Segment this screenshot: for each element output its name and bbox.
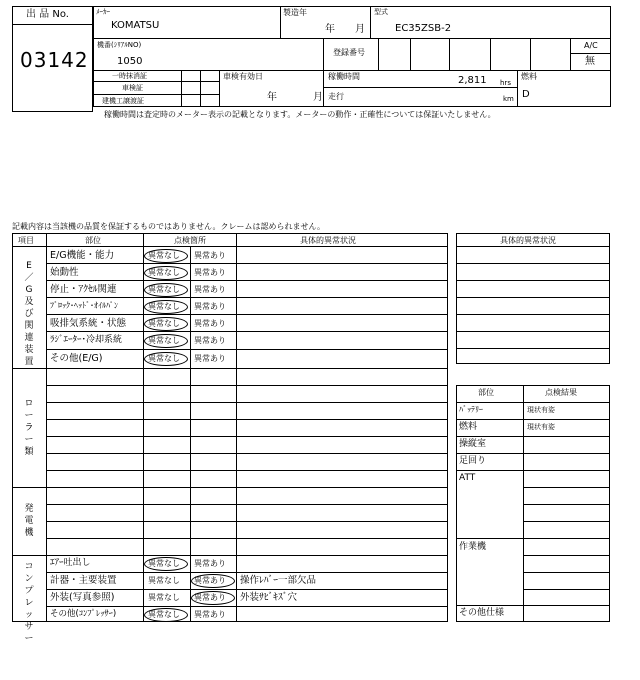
compressor-normal-3: 異常なし bbox=[148, 593, 180, 602]
col-item-header: 項目 bbox=[18, 236, 34, 245]
result-col-part: 部位 bbox=[478, 388, 494, 397]
result-part-work-equipment: 作業機 bbox=[459, 542, 487, 552]
engine-check-mark-3 bbox=[144, 283, 188, 297]
compressor-part-3: 外装(写真参照) bbox=[50, 592, 115, 603]
engine-normal-4: 異常なし bbox=[148, 302, 180, 311]
engine-part-7: その他(E/G) bbox=[50, 353, 103, 364]
factory-cert-label: 建機工譲渡証 bbox=[102, 97, 144, 105]
engine-check-mark-2 bbox=[144, 266, 188, 280]
ac-value: 無 bbox=[585, 56, 595, 67]
engine-part-2: 始動性 bbox=[50, 267, 79, 278]
result-col-result: 点検結果 bbox=[545, 388, 577, 397]
expiry-year-unit: 年 bbox=[267, 92, 277, 103]
month-unit: 月 bbox=[355, 24, 365, 35]
model-label: 型式 bbox=[374, 8, 388, 16]
lot-number: 03142 bbox=[20, 48, 89, 72]
year-label: 製造年 bbox=[283, 8, 307, 17]
engine-normal-2: 異常なし bbox=[148, 268, 180, 277]
result-part-battery: ﾊﾞｯﾃﾘｰ bbox=[459, 405, 483, 414]
col-part-header: 部位 bbox=[85, 236, 101, 245]
engine-part-3: 停止・ｱｸｾﾙ関連 bbox=[50, 284, 117, 295]
serial-label: 機番(ｼﾘｱﾙNO) bbox=[97, 41, 142, 49]
fuel-value: D bbox=[522, 89, 530, 100]
engine-normal-3: 異常なし bbox=[148, 285, 180, 294]
year-unit: 年 bbox=[325, 24, 335, 35]
compressor-check-mark-2 bbox=[191, 574, 235, 588]
engine-part-6: ﾗｼﾞｴｰﾀｰ･冷却系統 bbox=[50, 335, 123, 345]
result-part-fuel: 燃料 bbox=[459, 422, 478, 432]
result-part-cabin: 操縦室 bbox=[459, 439, 487, 449]
engine-check-mark-6 bbox=[144, 334, 188, 348]
fuel-label: 燃料 bbox=[521, 72, 537, 81]
maker-label: ﾒｰｶｰ bbox=[96, 8, 110, 16]
group-compressor-label: コ ン プ レ ッ サ ー bbox=[24, 562, 34, 644]
compressor-abnormal-1: 異常あり bbox=[194, 559, 226, 568]
engine-check-mark-1 bbox=[144, 249, 188, 263]
group-generator-label: 発 電 機 bbox=[24, 504, 34, 538]
engine-normal-6: 異常なし bbox=[148, 336, 180, 345]
right-detail-header: 具体的異常状況 bbox=[500, 236, 556, 245]
travel-label: 走行 bbox=[328, 92, 344, 101]
result-part-att: ATT bbox=[459, 473, 476, 483]
result-battery: 現状有姿 bbox=[527, 406, 555, 414]
engine-abnormal-6: 異常あり bbox=[194, 336, 226, 345]
km-unit: km bbox=[503, 95, 514, 103]
compressor-normal-1: 異常なし bbox=[148, 559, 180, 568]
engine-normal-7: 異常なし bbox=[148, 354, 180, 363]
compressor-normal-2: 異常なし bbox=[148, 576, 180, 585]
disclaimer: 記載内容は当該機の品質を保証するものではありません。クレームは認められません。 bbox=[12, 222, 325, 231]
engine-check-mark-5 bbox=[144, 317, 188, 331]
engine-abnormal-5: 異常あり bbox=[194, 319, 226, 328]
compressor-detail-2: 操作ﾚﾊﾞｰ一部欠品 bbox=[240, 575, 317, 586]
compressor-part-2: 計器・主要装置 bbox=[50, 575, 117, 586]
inspection-expiry-label: 車検有効日 bbox=[223, 72, 263, 81]
col-detail-header: 具体的異常状況 bbox=[300, 236, 356, 245]
maker-value: KOMATSU bbox=[111, 20, 160, 31]
result-part-undercarriage: 足回り bbox=[459, 456, 487, 466]
compressor-part-1: ｴｱｰ吐出し bbox=[50, 558, 91, 568]
engine-abnormal-2: 異常あり bbox=[194, 268, 226, 277]
engine-abnormal-3: 異常あり bbox=[194, 285, 226, 294]
engine-check-mark-4 bbox=[144, 300, 188, 314]
group-engine-label: E ／ G 及 び 関 連 装 置 bbox=[24, 261, 34, 367]
engine-check-mark-7 bbox=[144, 352, 188, 366]
hours-unit: hrs bbox=[500, 79, 511, 87]
engine-abnormal-1: 異常あり bbox=[194, 251, 226, 260]
col-check-header: 点検箇所 bbox=[174, 236, 206, 245]
engine-part-5: 吸排気系統・状態 bbox=[50, 318, 127, 329]
temp-reg-label: 一時抹消証 bbox=[112, 72, 147, 80]
engine-abnormal-7: 異常あり bbox=[194, 354, 226, 363]
serial-value: 1050 bbox=[117, 56, 143, 67]
compressor-detail-3: 外装ｻﾋﾞｷｽﾞ穴 bbox=[240, 592, 298, 603]
engine-normal-1: 異常なし bbox=[148, 251, 180, 260]
engine-abnormal-4: 異常あり bbox=[194, 302, 226, 311]
compressor-check-mark-1 bbox=[144, 557, 188, 571]
compressor-check-mark-3 bbox=[191, 591, 235, 605]
result-fuel: 現状有姿 bbox=[527, 423, 555, 431]
compressor-normal-4: 異常なし bbox=[148, 610, 180, 619]
compressor-abnormal-4: 異常あり bbox=[194, 610, 226, 619]
engine-normal-5: 異常なし bbox=[148, 319, 180, 328]
compressor-abnormal-2: 異常あり bbox=[194, 576, 226, 585]
lot-label: 出 品 No. bbox=[26, 9, 69, 20]
model-value: EC35ZSB-2 bbox=[395, 23, 452, 34]
meter-note: 稼働時間は査定時のメーター表示の記載となります。メーターの動作・正確性については保証いたしません。 bbox=[104, 110, 496, 119]
ac-label: A/C bbox=[584, 41, 598, 50]
hours-label: 稼働時間 bbox=[328, 72, 360, 81]
engine-part-4: ﾌﾞﾛｯｸ･ﾍｯﾄﾞ･ｵｲﾙﾊﾟﾝ bbox=[50, 301, 118, 310]
expiry-month-unit: 月 bbox=[313, 92, 323, 103]
reg-number-label: 登録番号 bbox=[333, 48, 365, 57]
engine-part-1: E/G機能・能力 bbox=[50, 250, 115, 261]
compressor-abnormal-3: 異常あり bbox=[194, 593, 226, 602]
compressor-check-mark-4 bbox=[144, 608, 188, 622]
inspection-cert-label: 車検証 bbox=[122, 84, 143, 92]
group-roller-label: ロ ー ラ ー 類 bbox=[24, 399, 34, 457]
hours-value: 2,811 bbox=[458, 75, 487, 86]
result-part-other-spec: その他仕様 bbox=[459, 608, 505, 618]
compressor-part-4: その他(ｺﾝﾌﾟﾚｯｻｰ) bbox=[50, 609, 117, 619]
